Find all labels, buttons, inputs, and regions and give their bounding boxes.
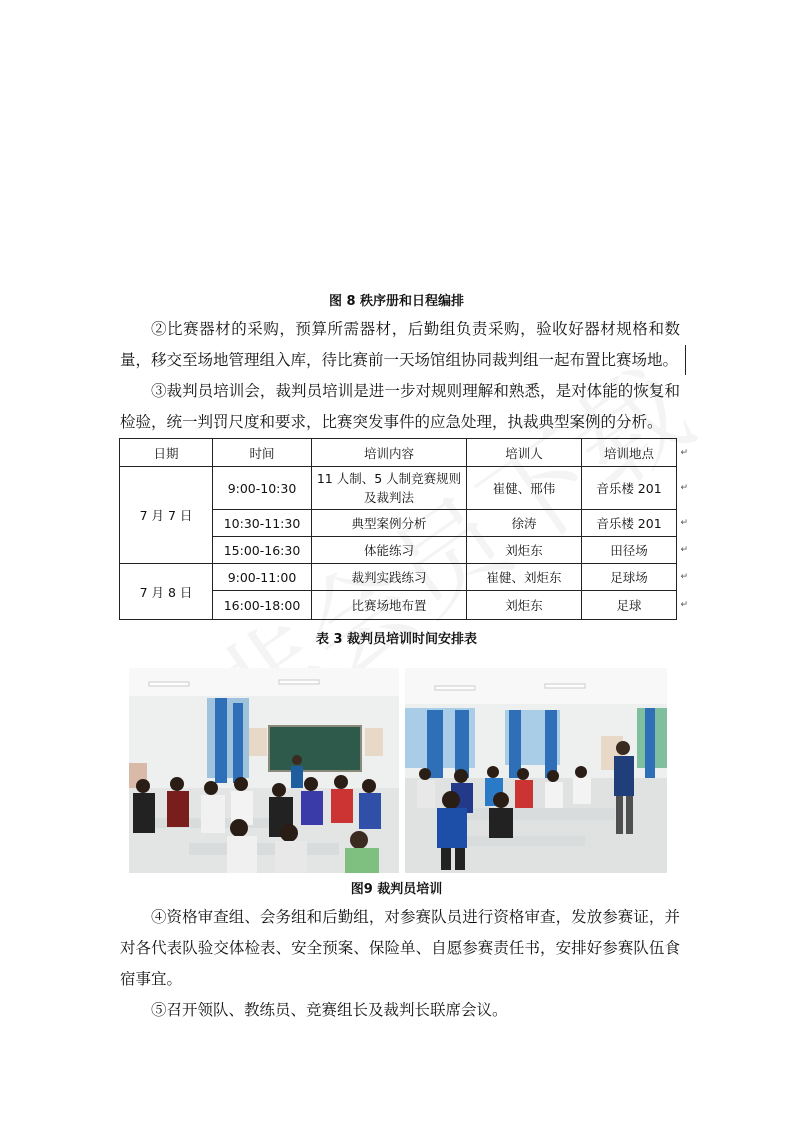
trainer-cell: 刘炬东 [467, 591, 582, 620]
photo-classroom-front [129, 668, 399, 873]
header-content: 培训内容 [312, 439, 467, 467]
content-cell: 裁判实践练习 [312, 564, 467, 591]
paragraph-referee-training: ③裁判员培训会，裁判员培训是进一步对规则理解和熟悉，是对体能的恢复和检验，统一判罚尺度和要求，比赛突发事件的应急处理，执裁典型案例的分析。 [120, 382, 680, 431]
photo-classroom-front-drawing [129, 668, 399, 873]
date-cell: 7 月 8 日 [120, 564, 213, 620]
content-cell: 体能练习 [312, 537, 467, 564]
header-trainer: 培训人 [467, 439, 582, 467]
paragraph-meeting: ⑤召开领队、教练员、竞赛组长及裁判长联席会议。 [151, 1001, 508, 1019]
place-cell [582, 537, 688, 564]
place-cell [582, 510, 688, 537]
place-cell [582, 467, 688, 510]
table-3-caption: 表 3 裁判员培训时间安排表 [315, 632, 478, 647]
table-header-row [120, 439, 677, 467]
content-cell: 比赛场地布置 [312, 591, 467, 620]
trainer-cell: 崔健、邢伟 [467, 467, 582, 510]
paragraph-equipment: ②比赛器材的采购，预算所需器材，后勤组负责采购，验收好器材规格和数量，移交至场地管理组入库，待比赛前一天场馆组协同裁判组一起布置比赛场地。 [120, 320, 680, 369]
cell-text: 足球场 [610, 570, 648, 585]
cell-end-mark: ↵ [680, 600, 688, 610]
cell-end-mark: ↵ [680, 447, 688, 458]
cell-end-mark: ↵ [680, 545, 688, 555]
time-cell: 9:00-10:30 [213, 467, 312, 510]
table-row [120, 564, 677, 591]
time-cell: 10:30-11:30 [213, 510, 312, 537]
figure-8-caption: 图 8 秩序册和日程编排 [328, 294, 465, 309]
time-cell: 15:00-16:30 [213, 537, 312, 564]
trainer-cell: 徐涛 [467, 510, 582, 537]
place-cell [582, 591, 688, 620]
cell-text: 音乐楼 201 [596, 481, 662, 496]
cell-end-mark: ↵ [680, 518, 688, 528]
place-cell [582, 564, 688, 591]
cell-text: 培训地点 [603, 445, 654, 461]
time-cell: 9:00-11:00 [213, 564, 312, 591]
photo-classroom-instructor-drawing [405, 668, 667, 873]
figure-9-caption: 图9 裁判员培训 [350, 882, 443, 897]
cell-text: 田径场 [610, 543, 648, 558]
trainer-cell: 崔健、刘炬东 [467, 564, 582, 591]
date-cell: 7 月 7 日 [120, 467, 213, 564]
content-cell: 典型案例分析 [312, 510, 467, 537]
content-cell: 11 人制、5 人制竞赛规则及裁判法 [312, 467, 467, 510]
time-cell: 16:00-18:00 [213, 591, 312, 620]
photo-classroom-instructor [405, 668, 667, 873]
table-row [120, 467, 677, 510]
header-time: 时间 [213, 439, 312, 467]
cell-end-mark: ↵ [680, 572, 688, 582]
cell-end-mark: ↵ [680, 483, 688, 493]
cell-text: 音乐楼 201 [596, 516, 662, 531]
text-cursor [685, 345, 686, 375]
trainer-cell: 刘炬东 [467, 537, 582, 564]
paragraph-qualification: ④资格审查组、会务组和后勤组，对参赛队员进行资格审查，发放参赛证，并对各代表队验交体检表、安全预案、保险单、自愿参赛责任书，安排好参赛队伍食宿事宜。 [120, 908, 680, 988]
referee-training-table [119, 438, 688, 620]
header-date: 日期 [120, 439, 213, 467]
header-place [582, 439, 688, 467]
cell-text: 足球 [616, 598, 642, 613]
